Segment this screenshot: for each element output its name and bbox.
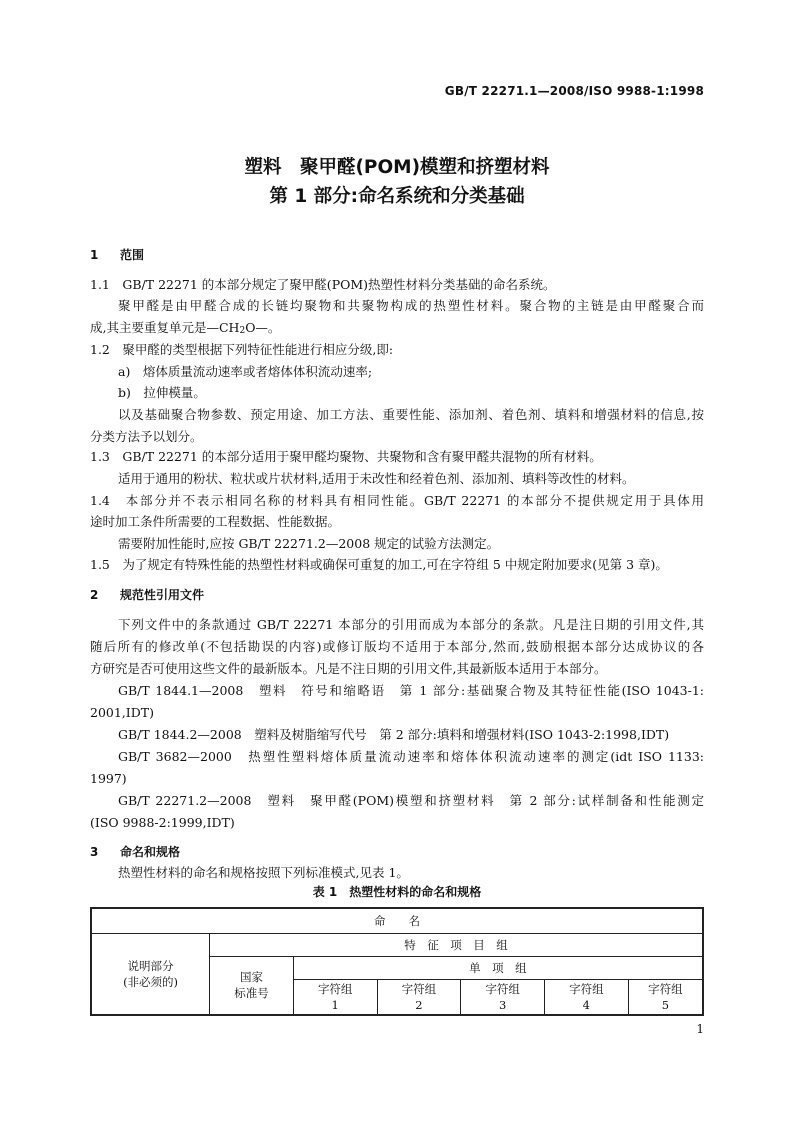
section-2-heading: 2 规范性引用文件: [90, 588, 205, 602]
clause-1-2: 1.2 聚甲醛的类型根据下列特征性能进行相应分级,即:: [90, 342, 394, 357]
clause-1-1: 1.1 GB/T 22271 的本部分规定了聚甲醛(POM)热塑性材料分类基础的命名系统。: [90, 277, 556, 292]
single-group-cell: 单 项 组: [293, 956, 703, 979]
national-standard-cell: 国家 标准号: [210, 956, 294, 1015]
section-2-text-line1: 下列文件中的条款通过 GB/T 22271 本部分的引用而成为本部分的条款。凡是注日期的引用文件,其: [118, 617, 704, 632]
section-1-heading: 1 范围: [90, 248, 145, 262]
clause-1-1-text-line2: 成,其主要重复单元是—CH2O—。: [90, 320, 281, 336]
description-part-cell: 说明部分 (非必须的): [91, 933, 210, 1015]
naming-header-cell: 命 名: [91, 908, 703, 933]
clause-1-5: 1.5 为了规定有特殊性能的热塑性材料或确保可重复的加工,可在字符组 5 中规定附加要求(见第 3 章)。: [90, 557, 668, 572]
clause-1-2-item-b: b) 拉伸模量。: [118, 385, 206, 400]
clause-1-2-text-line1: 以及基础聚合物参数、预定用途、加工方法、重要性能、添加剂、着色剂、填料和增强材料的信息,按: [118, 407, 704, 422]
char-group-4-cell: 字符组 4: [544, 979, 628, 1015]
document-title-line1: 塑料 聚甲醛(POM)模塑和挤塑材料: [244, 157, 550, 178]
section-2-text-line2: 随后所有的修改单(不包括勘误的内容)或修订版均不适用于本部分,然而,鼓励根据本部分达成协议的各: [90, 639, 704, 654]
section-3-heading: 3 命名和规格: [90, 845, 181, 859]
clause-1-3-text: 适用于通用的粉状、粒状或片状材料,适用于未改性和经着色剂、添加剂、填料等改性的材料。: [118, 471, 635, 486]
char-group-2-cell: 字符组 2: [377, 979, 461, 1015]
char-group-1-cell: 字符组 1: [293, 979, 377, 1015]
naming-spec-table: [90, 907, 704, 1016]
table-row: [91, 933, 703, 956]
reference-3-line2: 1997): [90, 771, 127, 786]
section-2-text-line3: 方研究是否可使用这些文件的最新版本。凡是不注日期的引用文件,其最新版本适用于本部分。: [90, 661, 607, 676]
table-row: [91, 908, 703, 933]
char-group-3-cell: 字符组 3: [461, 979, 545, 1015]
clause-1-4-line1: 1.4 本部分并不表示相同名称的材料具有相同性能。GB/T 22271 的本部分不提供规定用于具体用: [90, 493, 704, 508]
page-number: 1: [696, 1022, 704, 1036]
clause-1-2-text-line2: 分类方法予以划分。: [90, 429, 203, 444]
char-group-5-cell: 字符组 5: [628, 979, 703, 1015]
table-caption: 表 1 热塑性材料的命名和规格: [312, 885, 482, 899]
section-3-text: 热塑性材料的命名和规格按照下列标准模式,见表 1。: [118, 865, 409, 880]
reference-1-line2: 2001,IDT): [90, 705, 154, 720]
reference-4-line1: GB/T 22271.2—2008 塑料 聚甲醛(POM)模塑和挤塑材料 第 2 部分:试样制备和性能测定: [118, 793, 704, 808]
standard-code: GB/T 22271.1—2008/ISO 9988-1:1998: [444, 84, 704, 98]
clause-1-1-text-line1: 聚甲醛是由甲醛合成的长链均聚物和共聚物构成的热塑性材料。聚合物的主链是由甲醛聚合而: [118, 298, 704, 313]
document-title-line2: 第 1 部分:命名系统和分类基础: [269, 186, 525, 207]
reference-1-line1: GB/T 1844.1—2008 塑料 符号和缩略语 第 1 部分:基础聚合物及其特征性能(ISO 1043-1:: [118, 683, 704, 698]
reference-4-line2: (ISO 9988-2:1999,IDT): [90, 815, 235, 830]
reference-2: GB/T 1844.2—2008 塑料及树脂缩写代号 第 2 部分:填料和增强材料(ISO 1043-2:1998,IDT): [118, 727, 670, 742]
clause-1-4-line2: 途时加工条件所需要的工程数据、性能数据。: [90, 514, 341, 529]
feature-group-cell: 特 征 项 目 组: [210, 933, 703, 956]
clause-1-3: 1.3 GB/T 22271 的本部分适用于聚甲醛均聚物、共聚物和含有聚甲醛共混物的所有材料。: [90, 449, 602, 464]
clause-1-2-item-a: a) 熔体质量流动速率或者熔体体积流动速率;: [118, 364, 373, 379]
reference-3-line1: GB/T 3682—2000 热塑性塑料熔体质量流动速率和熔体体积流动速率的测定(idt ISO 1133:: [118, 749, 704, 764]
clause-1-4-text: 需要附加性能时,应按 GB/T 22271.2—2008 规定的试验方法测定。: [118, 536, 500, 551]
